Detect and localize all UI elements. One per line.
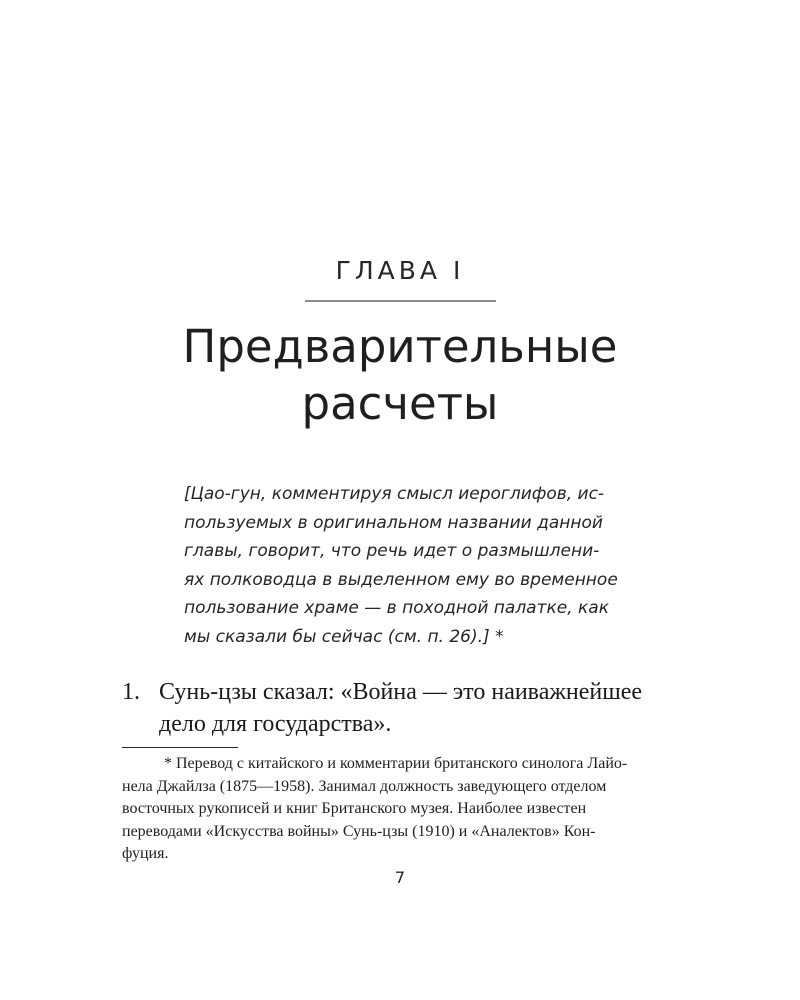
chapter-title-line: расчеты — [301, 377, 499, 430]
epigraph-line: [Цао-гун, комментируя смысл иероглифов, ис- — [184, 484, 605, 504]
epigraph-line: мы сказали бы сейчас (см. п. 26).] * — [184, 626, 504, 647]
chapter-label: ГЛАВА I — [335, 256, 465, 285]
epigraph-line: главы, говорит, что речь идет о размышлени- — [184, 541, 600, 562]
epigraph — [184, 480, 629, 652]
verse-text — [159, 676, 702, 740]
footnote — [122, 753, 677, 866]
footnote-line: * Перевод с китайского и комментарии британского синолога Лайо- — [164, 755, 628, 772]
epigraph-line: пользуемых в оригинальном названии данной — [184, 512, 603, 533]
verse-line: Сунь-цзы сказал: «Война — это наиважнейшее — [159, 679, 643, 705]
verse-number: 1. — [122, 679, 140, 705]
chapter-divider — [305, 300, 496, 302]
chapter-title-line: Предварительные — [182, 320, 618, 373]
page-number: 7 — [394, 868, 406, 887]
footnote-divider — [122, 747, 238, 748]
footnote-line: фуция. — [122, 845, 169, 862]
footnote-line: восточных рукописей и книг Британского музея. Наиболее известен — [122, 800, 587, 817]
verse-1 — [122, 676, 702, 740]
chapter-title — [0, 318, 800, 432]
epigraph-line: ях полководца в выделенном ему во временное — [184, 569, 618, 590]
verse-line: дело для государства». — [159, 711, 392, 737]
footnote-line: переводами «Искусства войны» Сунь-цзы (1910) и «Аналектов» Кон- — [122, 822, 596, 840]
epigraph-line: пользование храме — в походной палатке, как — [184, 598, 609, 619]
footnote-line: нела Джайлза (1875—1958). Занимал должность заведующего отделом — [122, 777, 607, 795]
